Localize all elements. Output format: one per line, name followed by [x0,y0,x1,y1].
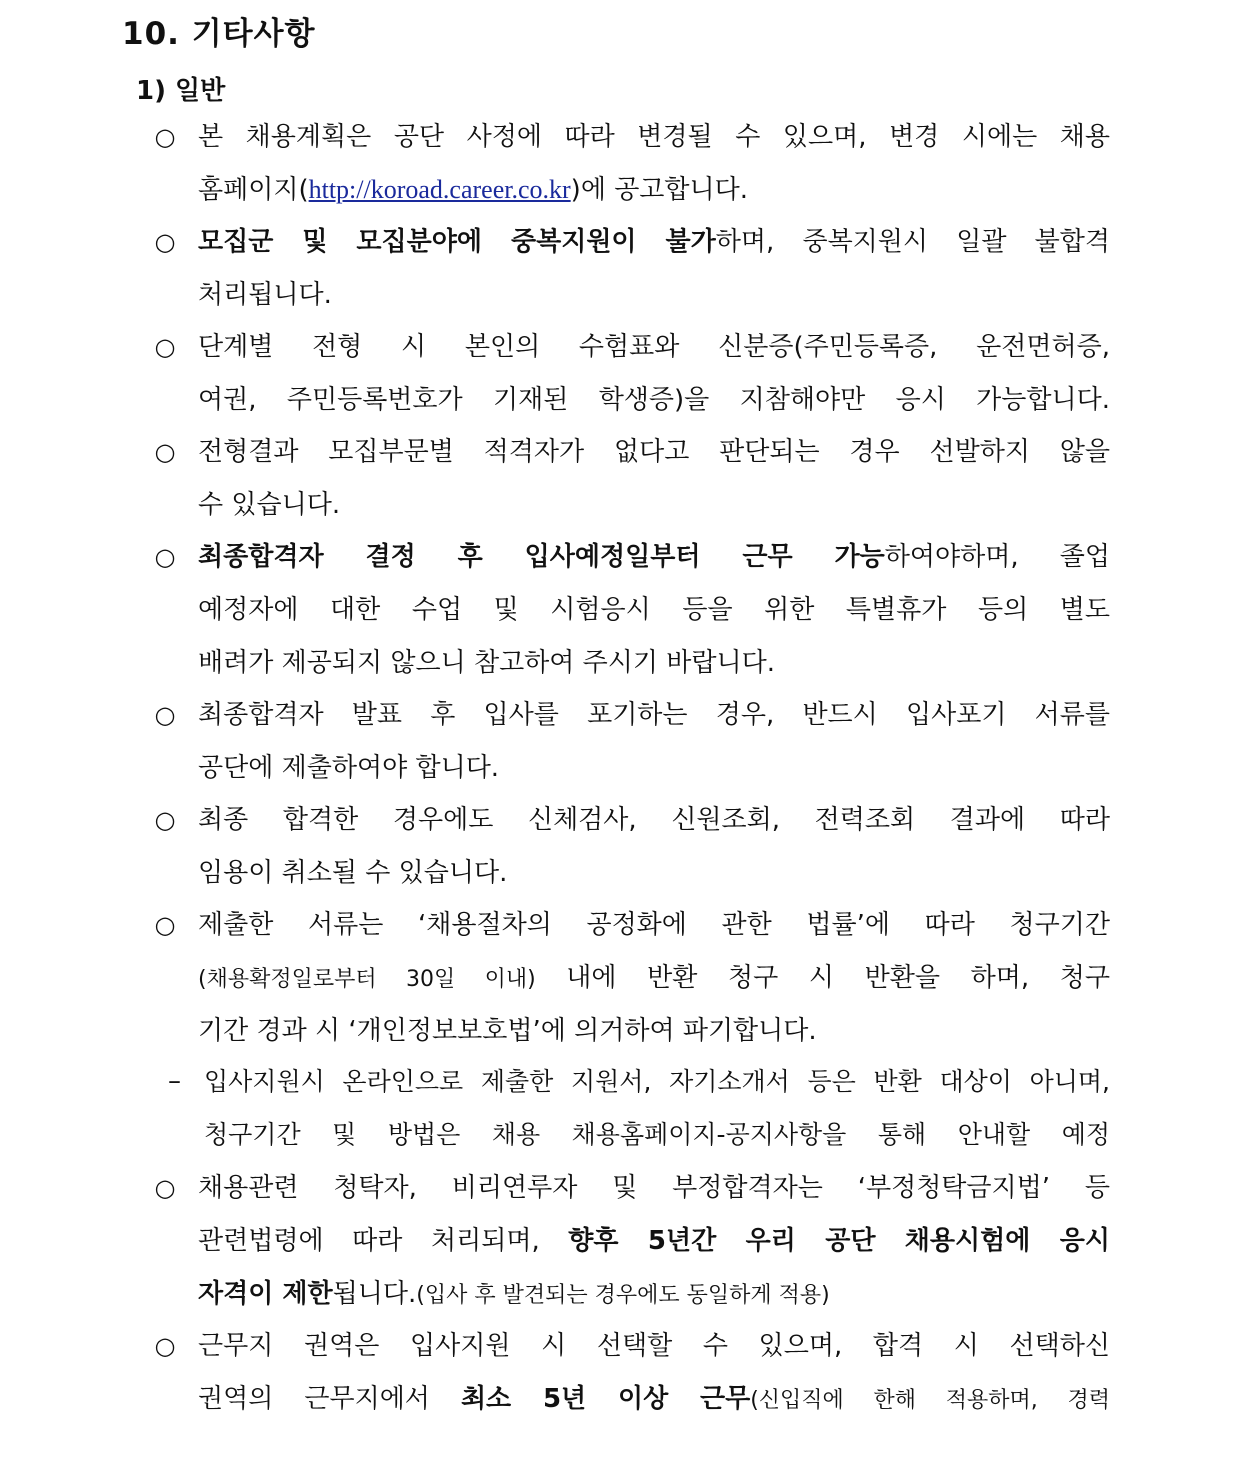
career-homepage-link[interactable]: http://koroad.career.co.kr [308,175,571,204]
item-2-emphasis: 모집군 및 모집분야에 중복지원이 불가 [198,227,716,257]
item-4-line-2: 수 있습니다. [198,490,341,520]
item-4-line-1: 전형결과 모집부문별 적격자가 없다고 판단되는 경우 선발하지 않을 [198,437,1110,467]
item-10-line-1: 근무지 권역은 입사지원 시 선택할 수 있으며, 합격 시 선택하신 [198,1331,1110,1361]
item-1-line-1: 본 채용계획은 공단 사정에 따라 변경될 수 있으며, 변경 시에는 채용 [198,122,1110,152]
item-8-line-2 [198,959,1110,997]
item-6-line-2: 공단에 제출하여야 합니다. [198,753,500,783]
item-9-text-end: 됩니다. [332,1279,417,1309]
item-8-text: 내에 반환 청구 시 반환을 하며, 청구 [535,963,1110,993]
item-2-text: 하며, 중복지원시 일괄 불합격 [715,227,1110,257]
item-1-text: 홈페이지( [198,175,309,205]
item-9-line-1: 채용관련 청탁자, 비리연루자 및 부정합격자는 ‘부정청탁금지법’ 등 [198,1173,1110,1203]
circle-bullet-icon: ○ [154,1332,176,1360]
item-2-line-1 [198,223,1110,261]
item-8-line-3: 기간 경과 시 ‘개인정보보호법’에 의거하여 파기합니다. [198,1016,817,1046]
item-2-line-2: 처리됩니다. [198,280,332,310]
item-7-line-2: 임용이 취소될 수 있습니다. [198,858,508,888]
item-8-sub-line-2: 청구기간 및 방법은 채용 채용홈페이지-공지사항을 통해 안내할 예정 [204,1120,1110,1149]
item-10-emphasis: 최소 5년 이상 근무 [460,1384,751,1414]
item-8-line-1: 제출한 서류는 ‘채용절차의 공정화에 관한 법률’에 따라 청구기간 [198,910,1110,940]
item-6-line-1: 최종합격자 발표 후 입사를 포기하는 경우, 반드시 입사포기 서류를 [198,700,1110,730]
item-10-line-2 [198,1380,1110,1418]
item-9-emphasis-end: 자격이 제한 [198,1279,333,1309]
circle-bullet-icon: ○ [154,701,176,729]
circle-bullet-icon: ○ [154,806,176,834]
circle-bullet-icon: ○ [154,123,176,151]
item-5-line-2: 예정자에 대한 수업 및 시험응시 등을 위한 특별휴가 등의 별도 [198,595,1110,625]
circle-bullet-icon: ○ [154,333,176,361]
item-9-note: (입사 후 발견되는 경우에도 동일하게 적용) [416,1283,830,1308]
circle-bullet-icon: ○ [154,228,176,256]
subsection-title: 1) 일반 [136,76,226,106]
item-1-text-end: )에 공고합니다. [570,175,749,205]
circle-bullet-icon: ○ [154,1174,176,1202]
item-9-line-2 [198,1222,1110,1260]
circle-bullet-icon: ○ [154,543,176,571]
item-5-line-3: 배려가 제공되지 않으니 참고하여 주시기 바랍니다. [198,648,776,678]
item-8-period-note: (채용확정일로부터 30일 이내) [198,967,536,992]
item-9-emphasis: 향후 5년간 우리 공단 채용시험에 응시 [568,1226,1110,1256]
circle-bullet-icon: ○ [154,438,176,466]
item-5-line-1 [198,538,1110,576]
item-10-note: (신입직에 한해 적용하며, 경력 [750,1388,1110,1413]
item-10-text: 권역의 근무지에서 [198,1384,461,1414]
item-8-sub-line-1: 입사지원시 온라인으로 제출한 지원서, 자기소개서 등은 반환 대상이 아니며, [204,1067,1110,1096]
item-9-line-3 [198,1275,1110,1313]
item-3-line-1: 단계별 전형 시 본인의 수험표와 신분증(주민등록증, 운전면허증, [198,332,1110,362]
item-7-line-1: 최종 합격한 경우에도 신체검사, 신원조회, 전력조회 결과에 따라 [198,805,1110,835]
circle-bullet-icon: ○ [154,911,176,939]
item-5-emphasis: 최종합격자 결정 후 입사예정일부터 근무 가능 [198,542,885,572]
item-5-text: 하여야하며, 졸업 [884,542,1110,572]
item-1-line-2 [198,171,1110,209]
dash-bullet-icon: – [168,1066,181,1096]
section-title: 10. 기타사항 [122,16,316,52]
item-3-line-2: 여권, 주민등록번호가 기재된 학생증)을 지참해야만 응시 가능합니다. [198,385,1110,415]
item-9-text: 관련법령에 따라 처리되며, [198,1226,569,1256]
